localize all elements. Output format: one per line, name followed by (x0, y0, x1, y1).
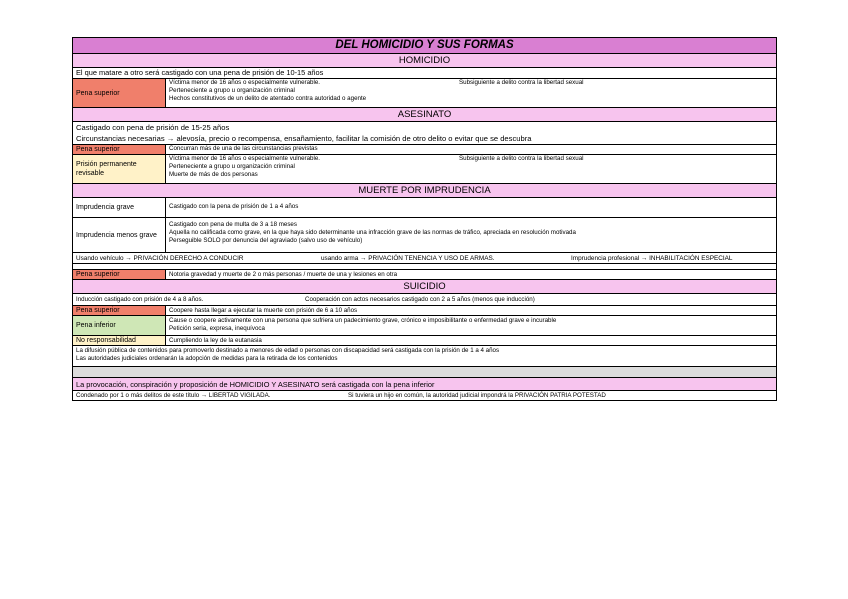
imprudencia-menos-grave-label: Imprudencia menos grave (73, 218, 166, 252)
list-item: La difusión pública de contenidos para promoverlo destinado a menores de edad o personas con discapacidad será castigada con la prisión de 1 a 4 años (76, 347, 500, 354)
pena-superior-label: Pena superior (73, 306, 166, 315)
list-item: Cooperación con actos necesarios castigado con 2 a 5 años (menos que inducción) (305, 296, 535, 303)
homicidio-aggravating-list (166, 79, 776, 107)
list-item: Cause o coopere activamente con una persona que sufriera un padecimiento grave, crónico e imposibilitante o enfermedad grave e incurable (169, 317, 557, 324)
imprudencia-pena-superior-row: Pena superior Notoria gravedad y muerte de 2 o más personas / muerte de una y lesiones en otra (72, 270, 777, 280)
list-item: Víctima menor de 16 años o especialmente vulnerable. (169, 79, 320, 86)
list-item: Perseguible SOLO por denuncia del agraviado (salvo uso de vehículo) (169, 237, 363, 245)
section-header-suicidio: SUICIDIO (72, 280, 777, 294)
section-header-asesinato: ASESINATO (72, 108, 777, 122)
asesinato-revisable-list (166, 155, 776, 183)
pena-superior-label: Pena superior (73, 145, 166, 154)
asesinato-base-row: Castigado con pena de prisión de 15-25 años Circunstancias necesarias → alevosía, precio o recompensa, ensañamiento, facilitar la comisión de otro delito o evitar que se descubra (72, 122, 777, 145)
list-item: Muerte de más de dos personas (169, 171, 258, 179)
pena-inferior-label: Pena inferior (73, 316, 166, 335)
suicidio-base-row (72, 294, 777, 306)
pena-superior-label: Pena superior (73, 270, 166, 279)
list-item: Hechos constitutivos de un delito de atentado contra autoridad o agente (169, 95, 367, 103)
list-item: Víctima menor de 16 años o especialmente vulnerable. (169, 155, 320, 162)
list-item: Subsiguiente a delito contra la libertad sexual (459, 155, 584, 162)
homicidio-base-row: El que matare a otro será castigado con una pena de prisión de 10-15 años (72, 68, 777, 79)
imprudencia-consequences-row (72, 253, 777, 264)
suicidio-pena-superior-row: Pena superior Coopere hasta llegar a ejecutar la muerte con prisión de 6 a 10 años (72, 306, 777, 316)
provocacion-row: La provocación, conspiración y proposición de HOMICIDIO Y ASESINATO será castigada con la pena inferior (72, 378, 777, 391)
imprudencia-grave-row: Imprudencia grave Castigado con la pena de prisión de 1 a 4 años (72, 198, 777, 218)
list-item: Castigado con pena de multa de 3 a 18 meses (169, 221, 297, 228)
list-item: Usando vehículo → PRIVACIÓN DERECHO A CONDUCIR (76, 255, 244, 262)
list-item: Perteneciente a grupo u organización criminal (169, 87, 295, 95)
list-item: Aquella no calificada como grave, en la que haya sido determinante una infracción grave de las normas de tráfico, apreciada en resolución motivada (169, 229, 576, 237)
prision-permanente-label: Prisión permanente revisable (73, 155, 166, 183)
list-item: Imprudencia profesional → INHABILITACIÓN ESPECIAL (571, 255, 733, 262)
suicidio-pena-inferior-row (72, 316, 777, 336)
imprudencia-menos-grave-list (166, 218, 776, 252)
section-header-imprudencia: MUERTE POR IMPRUDENCIA (72, 184, 777, 198)
list-item: Perteneciente a grupo u organización criminal (169, 163, 295, 171)
section-header-homicidio: HOMICIDIO (72, 54, 777, 68)
spacer-row (72, 367, 777, 378)
summary-table (72, 37, 777, 401)
asesinato-pena-superior-row: Pena superior Concurran más de una de las circunstancias previstas (72, 145, 777, 155)
asesinato-revisable-row (72, 155, 777, 184)
list-item: Petición seria, expresa, inequívoca (169, 325, 265, 333)
page-title: DEL HOMICIDIO Y SUS FORMAS (72, 37, 777, 54)
list-item: Si tuviera un hijo en común, la autoridad judicial impondrá la PRIVACIÓN PATRIA POTESTAD (348, 392, 606, 399)
list-item: Las autoridades judiciales ordenarán la adopción de medidas para la retirada de los contenidos (76, 355, 338, 363)
imprudencia-grave-label: Imprudencia grave (73, 198, 166, 217)
suicidio-difusion-row (72, 346, 777, 367)
footer-consequences-row (72, 391, 777, 401)
list-item: Inducción castigado con prisión de 4 a 8 años. (76, 296, 204, 303)
pena-superior-label: Pena superior (73, 79, 166, 107)
list-item: Subsiguiente a delito contra la libertad sexual (459, 79, 584, 86)
list-item: Condenado por 1 o más delitos de este título → LIBERTAD VIGILADA. (76, 392, 271, 399)
list-item: usando arma → PRIVACIÓN TENENCIA Y USO DE ARMAS. (321, 255, 495, 262)
homicidio-pena-superior-row (72, 79, 777, 108)
suicidio-no-responsabilidad-row: No responsabilidad Cumpliendo la ley de la eutanasia (72, 336, 777, 346)
imprudencia-menos-grave-row (72, 218, 777, 253)
no-responsabilidad-label: No responsabilidad (73, 336, 166, 345)
